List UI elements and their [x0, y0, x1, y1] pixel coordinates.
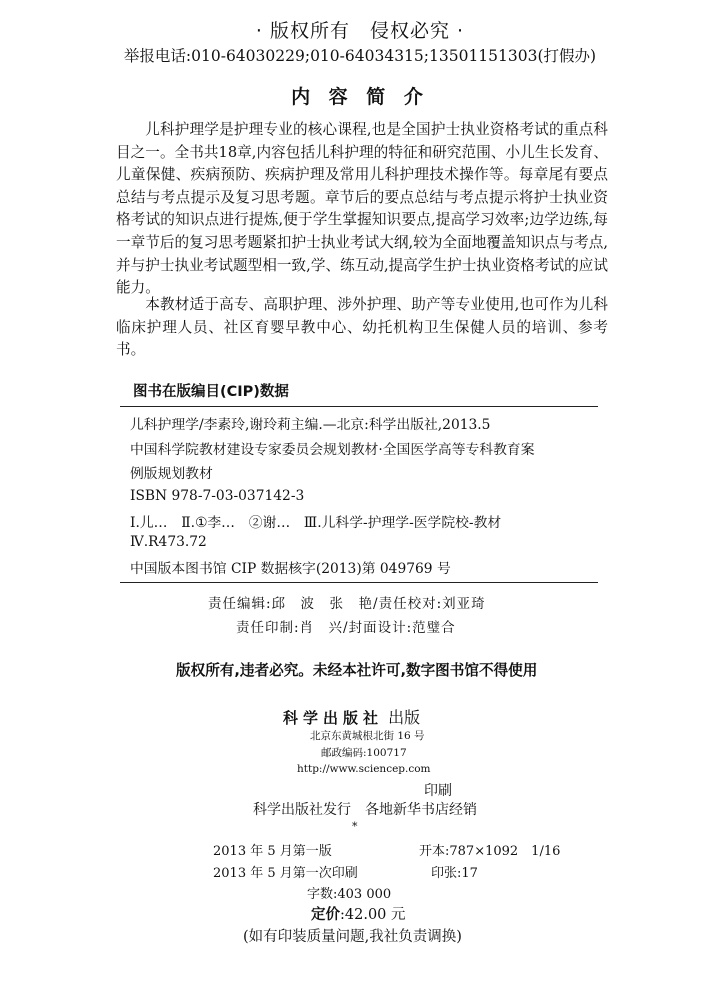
word-count: 字数:403 000 [307, 887, 392, 902]
price-label: 定价 [311, 906, 340, 923]
summary-paragraph: 本教材适于高专、高职护理、涉外护理、助产等专业使用,也可作为儿科临床护理人员、社区育婴早教中心、幼托机构卫生保健人员的培训、参考书。 [116, 296, 608, 359]
copyright-banner: · 版权所有 侵权必究 · [255, 20, 465, 42]
cip-top-rule [120, 406, 598, 407]
defect-notice: (如有印装质量问题,我社负责调换) [243, 929, 462, 945]
editor-credits: 责任编辑:邱 波 张 艳/责任校对:刘亚琦 [208, 596, 486, 612]
publisher-website: http://www.sciencep.com [297, 763, 431, 775]
summary-title: 内 容 简 介 [291, 86, 429, 108]
separator-asterisk: * [352, 820, 358, 833]
publisher-line [283, 705, 420, 728]
publisher-name: 科学出版社 [283, 709, 384, 727]
price-value: :42.00 元 [340, 907, 406, 923]
first-print-date: 2013 年 5 月第一次印刷 [213, 866, 358, 881]
cip-line-classification: Ⅰ.儿… Ⅱ.①李… ②谢… Ⅲ.儿科学-护理学-医学院校-教材 [130, 515, 502, 531]
print-sheets: 印张:17 [431, 866, 478, 881]
cip-line-cip-number: 中国版本图书馆 CIP 数据核字(2013)第 049769 号 [130, 561, 451, 577]
cip-line-title: 儿科护理学/李素玲,谢玲莉主编.—北京:科学出版社,2013.5 [130, 417, 491, 433]
cip-bottom-rule [120, 582, 598, 583]
cip-line-series: 中国科学院教材建设专家委员会规划教材·全国医学高等专科教育案 [130, 442, 535, 458]
cip-heading: 图书在版编目(CIP)数据 [133, 384, 289, 400]
production-credits: 责任印制:肖 兴/封面设计:范璧合 [236, 620, 456, 636]
cip-line-call-number: Ⅳ.R473.72 [130, 534, 207, 550]
cip-line-isbn: ISBN 978-7-03-037142-3 [130, 488, 305, 504]
book-format: 开本:787×1092 1/16 [419, 844, 561, 859]
first-edition-date: 2013 年 5 月第一版 [213, 844, 332, 859]
rights-notice: 版权所有,违者必究。未经本社许可,数字图书馆不得使用 [176, 662, 538, 679]
printer-label: 印刷 [424, 783, 452, 799]
publisher-postcode: 邮政编码:100717 [321, 747, 407, 759]
publisher-address: 北京东黄城根北街 16 号 [310, 730, 425, 742]
publisher-action: 出版 [383, 708, 421, 727]
cip-line-series-cont: 例版规划教材 [130, 466, 213, 482]
summary-paragraph: 儿科护理学是护理专业的核心课程,也是全国护士执业资格考试的重点科目之一。全书共18章,内容包括儿科护理的特征和研究范围、小儿生长发育、儿童保健、疾病预防、疾病护理及常用儿科护理技术操作等。每章尾有要点总结与考点提示及复习思考题。章节后的要点总结与考点提示将护士执业资格考试的知识点进行提炼,便于学生掌握知识要点,提高学习效率;边学边练,每一章节后的复习思考题紧扣护士执业考试大纲,较为全面地覆盖知识点与考点,并与护士执业考试题型相一致,学、练互动,提高学生护士执业资格考试的应试能力。 [116, 121, 608, 297]
price-line [311, 903, 406, 924]
distribution-line: 科学出版社发行 各地新华书店经销 [253, 802, 477, 818]
report-phone-numbers: 举报电话:010-64030229;010-64034315;13501151303(打假办) [123, 47, 597, 65]
